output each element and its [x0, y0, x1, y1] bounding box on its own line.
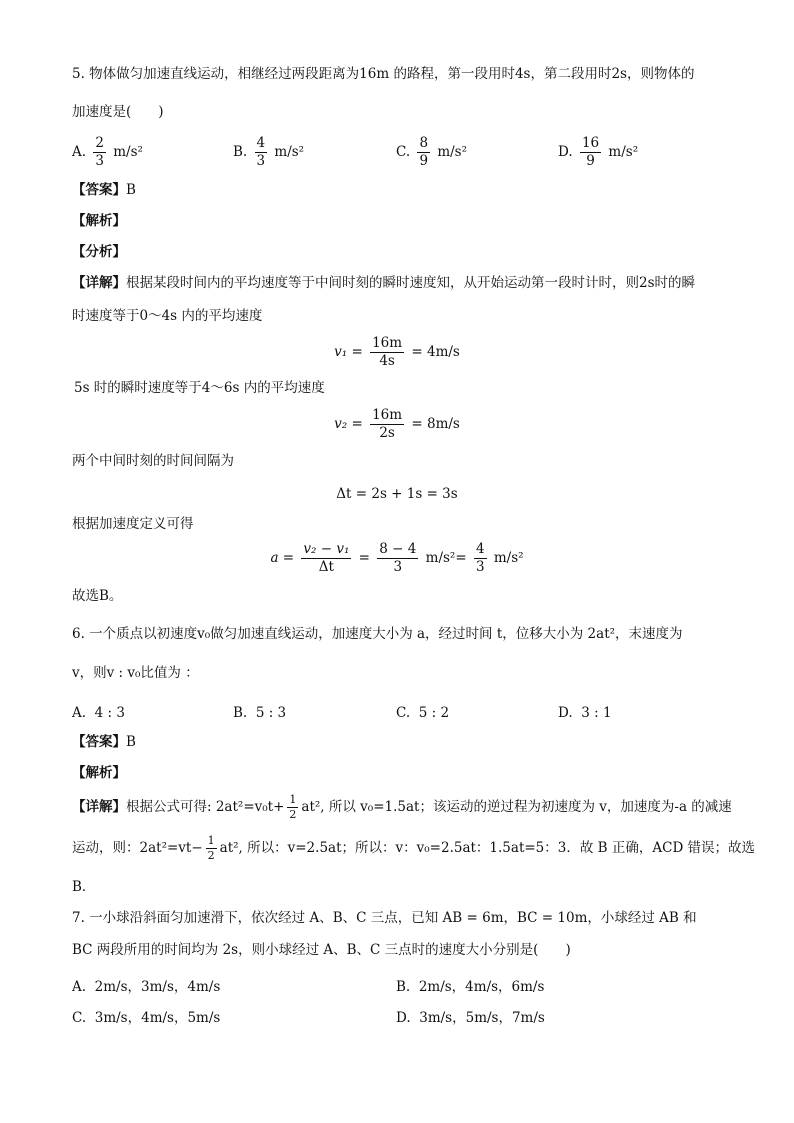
option-label: C.: [396, 705, 411, 721]
option-label: B.: [233, 143, 248, 160]
q5-stem-line1: 5. 物体做匀加速直线运动，相继经过两段距离为16m 的路程，第一段用时4s，第二段用时2s，则物体的: [72, 66, 695, 82]
option-text: 3m/s，4m/s，5m/s: [94, 1010, 221, 1026]
option-label: D.: [558, 143, 573, 160]
option-label: D.: [558, 705, 573, 721]
option-fraction: $\frac{8}{9}$: [419, 135, 429, 169]
option-fraction: $\frac{2}{3}$: [95, 135, 104, 169]
option-label: B.: [233, 705, 248, 721]
q5-conclusion: 故选B。: [72, 588, 123, 604]
q5-detail-line3: 5s 时的瞬时速度等于4～6s 内的平均速度: [74, 380, 325, 396]
q5-detail-line4: 两个中间时刻的时间间隔为: [72, 453, 234, 469]
q6-answer: [72, 736, 136, 750]
option-label: A.: [72, 705, 87, 721]
q5-equation-2: v₂ = $\frac{16m}{2s}$ = 8m/s: [334, 407, 460, 441]
q5-detail-line1: [72, 277, 695, 291]
q5-equation-4: a = $\frac{\text{v₂ − v₁}}{\Delta t}$ = $\frac{8 - 4}{3}$ m/s²= $\frac{4}{3}$ m/s²: [270, 541, 524, 575]
answer-tag: 【答案】: [72, 182, 126, 198]
option-text: 3m/s，5m/s，7m/s: [419, 1010, 545, 1026]
option-text: 5 : 2: [418, 705, 450, 721]
q6-detail-line3: B．: [72, 879, 96, 895]
option-label: A.: [72, 979, 87, 995]
q5-option-a[interactable]: [72, 136, 143, 169]
q6-option-c[interactable]: [396, 705, 449, 721]
answer-value: B: [126, 182, 136, 198]
detail-tag: 【详解】: [72, 799, 126, 816]
q5-fenxi-tag: 【分析】: [72, 244, 126, 260]
q7-stem-line2: BC 两段所用的时间均为 2s，则小球经过 A、B、C 三点时的速度大小分别是( ): [72, 942, 571, 958]
option-unit: m/s²: [113, 143, 143, 160]
option-text: 5 : 3: [255, 705, 287, 721]
q5-analysis-tag: 【解析】: [72, 213, 126, 229]
q5-option-c[interactable]: [396, 136, 467, 169]
q7-stem-line1: 7. 一小球沿斜面匀加速滑下，依次经过 A、B、C 三点，已知 AB = 6m，BC = 10m，小球经过 AB 和: [72, 910, 697, 926]
answer-value: B: [126, 734, 136, 750]
option-label: A.: [72, 143, 87, 160]
option-label: C.: [72, 1010, 87, 1026]
q5-option-d[interactable]: [558, 136, 638, 169]
option-label: C.: [396, 143, 411, 160]
option-unit: m/s²: [437, 143, 468, 160]
q7-option-c[interactable]: [72, 1006, 220, 1026]
q6-detail-line2: 运动，则：2at²=vt− $\frac{1}{2}$ at², 所以：v=2.5at；所以：v：v₀=2.5at：1.5at=5：3．故 B 正确，ACD 错误；故选: [72, 834, 756, 863]
option-label: D.: [396, 1010, 411, 1026]
option-text: 2m/s，3m/s，4m/s: [94, 979, 221, 995]
q5-option-b[interactable]: [233, 136, 304, 169]
q7-option-a[interactable]: [72, 975, 220, 995]
option-unit: m/s²: [608, 143, 639, 160]
option-fraction: $\frac{4}{3}$: [256, 135, 266, 169]
option-fraction: $\frac{16}{9}$: [581, 135, 600, 169]
option-unit: m/s²: [274, 143, 305, 160]
detail-text: 根据某段时间内的平均速度等于中间时刻的瞬时速度知，从开始运动第一段时计时，则2s时的瞬: [126, 275, 696, 291]
q5-equation-1: v₁ = $\frac{16m}{4s}$ = 4m/s: [334, 335, 460, 369]
answer-tag: 【答案】: [72, 734, 126, 750]
q6-option-b[interactable]: [233, 705, 286, 721]
q6-detail-line1: 【详解】根据公式可得: 2at²=v₀t+ $\frac{1}{2}$ at², 所以 v₀=1.5at；该运动的逆过程为初速度为 v，加速度为-a 的减速: [72, 793, 732, 822]
q5-stem-line2: 加速度是( ): [72, 104, 164, 120]
q6-option-d[interactable]: [558, 705, 612, 721]
q5-answer: [72, 184, 136, 198]
q7-option-d[interactable]: [396, 1006, 545, 1026]
q6-option-a[interactable]: [72, 705, 125, 721]
q7-option-b[interactable]: [396, 975, 544, 995]
q5-detail-line5: 根据加速度定义可得: [72, 516, 194, 532]
option-text: 3 : 1: [581, 705, 612, 721]
detail-tag: 【详解】: [72, 275, 126, 291]
option-text: 2m/s，4m/s，6m/s: [418, 979, 545, 995]
q5-equation-3: Δt = 2s + 1s = 3s: [336, 486, 458, 502]
q6-analysis-tag: 【解析】: [72, 765, 126, 781]
q6-stem-line2: v，则v : v₀比值为 ：: [72, 665, 199, 681]
q6-stem-line1: 6. 一个质点以初速度v₀做匀加速直线运动，加速度大小为 a，经过时间 t，位移大小为 2at²，末速度为: [72, 626, 683, 642]
option-text: 4 : 3: [94, 705, 125, 721]
option-label: B.: [396, 979, 411, 995]
q5-detail-line2: 时速度等于0～4s 内的平均速度: [72, 308, 263, 324]
